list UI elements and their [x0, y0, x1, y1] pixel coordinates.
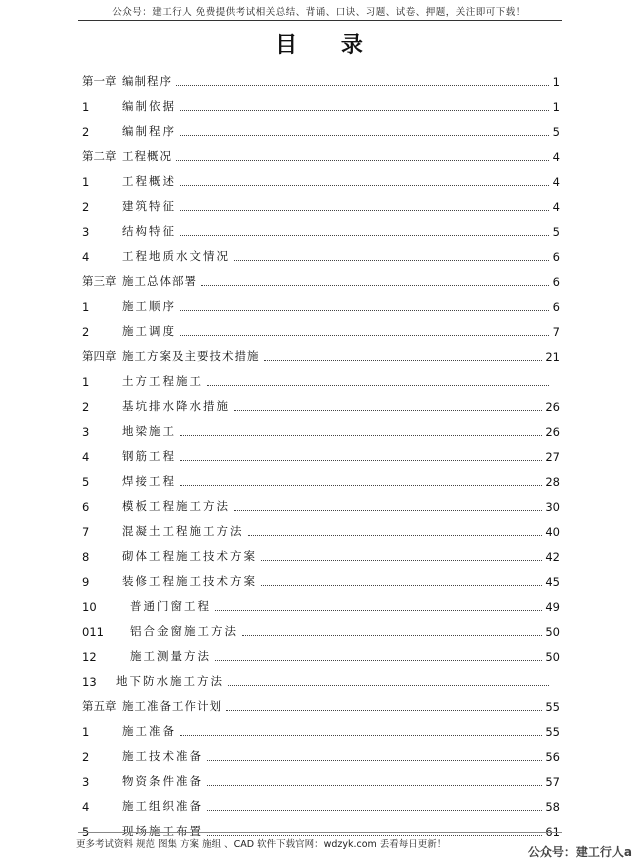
toc-dot-leader: [264, 360, 543, 361]
toc-page-number: 27: [545, 450, 560, 464]
toc-page-number: 4: [552, 150, 560, 164]
toc-item-row[interactable]: [82, 464, 560, 489]
toc-dot-leader: [226, 710, 542, 711]
toc-chapter-row[interactable]: [82, 64, 560, 89]
toc-page-number: 26: [545, 400, 560, 414]
toc-page-number: 4: [552, 200, 560, 214]
toc-dot-leader: [180, 235, 549, 236]
toc-dot-leader: [180, 185, 549, 186]
toc-page-number: 6: [552, 275, 560, 289]
toc-number: 2: [82, 400, 90, 414]
toc-item-row[interactable]: [82, 364, 560, 389]
toc-page-number: 4: [552, 175, 560, 189]
toc-chapter-row[interactable]: [82, 139, 560, 164]
toc-label: 施工总体部署: [122, 274, 197, 288]
toc-number: 1: [82, 300, 90, 314]
toc-item-row[interactable]: [82, 589, 560, 614]
toc-dot-leader: [234, 260, 549, 261]
page-header: 公众号：建工行人 免费提供考试相关总结、背诵、口诀、习题、试卷、押题，关注即可下载！: [112, 7, 526, 18]
toc-dot-leader: [201, 285, 549, 286]
toc-dot-leader: [207, 385, 549, 386]
toc-dot-leader: [234, 510, 542, 511]
toc-item-row[interactable]: [82, 314, 560, 339]
toc-chapter-row[interactable]: [82, 689, 560, 714]
toc-number: 7: [82, 525, 90, 539]
toc-label: 施工技术准备: [122, 749, 203, 763]
toc-page-number: 55: [545, 725, 560, 739]
toc-page-number: 5: [552, 225, 560, 239]
toc-label: 砌体工程施工技术方案: [122, 549, 257, 563]
toc-page-number: 6: [552, 300, 560, 314]
toc-label: 工程概况: [122, 149, 172, 163]
toc-number: 第五章: [82, 699, 117, 713]
toc-item-row[interactable]: [82, 764, 560, 789]
toc-label: 土方工程施工: [122, 374, 203, 388]
toc-item-row[interactable]: [82, 389, 560, 414]
toc-label: 编制程序: [122, 74, 172, 88]
toc-dot-leader: [248, 535, 543, 536]
toc-page-number: 6: [552, 250, 560, 264]
toc-number: 第三章: [82, 274, 117, 288]
toc-item-row[interactable]: [82, 89, 560, 114]
toc-item-row[interactable]: [82, 489, 560, 514]
toc-number: 第一章: [82, 74, 117, 88]
toc-item-row[interactable]: [82, 639, 560, 664]
toc-label: 钢筋工程: [122, 449, 176, 463]
toc-item-row[interactable]: [82, 289, 560, 314]
toc-label: 施工调度: [122, 324, 176, 338]
header-divider: [78, 20, 562, 21]
toc-item-row[interactable]: [82, 739, 560, 764]
toc-number: 3: [82, 425, 90, 439]
toc-number: 6: [82, 500, 90, 514]
toc-page-number: 40: [545, 525, 560, 539]
toc-label: 编制依据: [122, 99, 176, 113]
toc-dot-leader: [261, 585, 542, 586]
table-of-contents: [82, 64, 560, 839]
toc-label: 物资条件准备: [122, 774, 203, 788]
toc-label: 施工准备工作计划: [122, 699, 222, 713]
toc-dot-leader: [180, 735, 542, 736]
toc-dot-leader: [176, 160, 549, 161]
toc-item-row[interactable]: [82, 164, 560, 189]
toc-dot-leader: [215, 660, 542, 661]
toc-number: 12: [82, 650, 97, 664]
page-title: 目 录: [275, 32, 381, 58]
toc-page-number: 50: [545, 650, 560, 664]
toc-label: 焊接工程: [122, 474, 176, 488]
toc-label: 施工方案及主要技术措施: [122, 349, 260, 363]
toc-label: 基坑排水降水措施: [122, 399, 230, 413]
toc-page-number: 49: [545, 600, 560, 614]
toc-label: 施工测量方法: [130, 649, 211, 663]
toc-number: 13: [82, 675, 97, 689]
toc-label: 施工准备: [122, 724, 176, 738]
toc-number: 1: [82, 175, 90, 189]
toc-page-number: 7: [552, 325, 560, 339]
toc-dot-leader: [176, 85, 549, 86]
toc-label: 混凝土工程施工方法: [122, 524, 244, 538]
toc-number: 8: [82, 550, 90, 564]
toc-dot-leader: [180, 135, 549, 136]
toc-dot-leader: [215, 610, 542, 611]
toc-page-number: 57: [545, 775, 560, 789]
toc-dot-leader: [180, 435, 542, 436]
toc-number: 3: [82, 775, 90, 789]
toc-number: 2: [82, 200, 90, 214]
toc-number: 1: [82, 100, 90, 114]
toc-dot-leader: [261, 560, 542, 561]
toc-item-row[interactable]: [82, 214, 560, 239]
toc-number: 5: [82, 825, 90, 839]
footer-divider: [78, 832, 562, 833]
toc-label: 建筑特征: [122, 199, 176, 213]
toc-item-row[interactable]: [82, 414, 560, 439]
toc-dot-leader: [228, 685, 549, 686]
toc-label: 装修工程施工技术方案: [122, 574, 257, 588]
toc-item-row[interactable]: [82, 114, 560, 139]
toc-page-number: 1: [552, 75, 560, 89]
toc-page-number: 42: [545, 550, 560, 564]
toc-page-number: 56: [545, 750, 560, 764]
toc-item-row[interactable]: [82, 664, 560, 689]
toc-number: 第四章: [82, 349, 117, 363]
toc-dot-leader: [207, 785, 542, 786]
toc-page-number: 21: [545, 350, 560, 364]
toc-number: 9: [82, 575, 90, 589]
toc-number: 1: [82, 375, 90, 389]
toc-item-row[interactable]: [82, 239, 560, 264]
toc-label: 地下防水施工方法: [116, 674, 224, 688]
toc-item-row[interactable]: [82, 514, 560, 539]
toc-dot-leader: [242, 635, 542, 636]
toc-dot-leader: [180, 110, 549, 111]
toc-number: 10: [82, 600, 97, 614]
toc-page-number: 50: [545, 625, 560, 639]
toc-number: 3: [82, 225, 90, 239]
toc-label: 模板工程施工方法: [122, 499, 230, 513]
toc-item-row[interactable]: [82, 714, 560, 739]
toc-dot-leader: [180, 485, 542, 486]
toc-item-row[interactable]: [82, 539, 560, 564]
toc-label: 现场施工布置: [122, 824, 203, 838]
toc-label: 编制程序: [122, 124, 176, 138]
toc-item-row[interactable]: [82, 789, 560, 814]
toc-page-number: 1: [552, 100, 560, 114]
watermark: 公众号：建工行人a: [527, 845, 632, 859]
toc-number: 第二章: [82, 149, 117, 163]
toc-page-number: 26: [545, 425, 560, 439]
toc-page-number: 45: [545, 575, 560, 589]
toc-dot-leader: [207, 810, 542, 811]
toc-number: 2: [82, 750, 90, 764]
toc-dot-leader: [207, 760, 542, 761]
toc-number: 4: [82, 800, 90, 814]
toc-label: 普通门窗工程: [130, 599, 211, 613]
toc-label: 施工组织准备: [122, 799, 203, 813]
toc-page-number: 5: [552, 125, 560, 139]
toc-dot-leader: [234, 410, 542, 411]
toc-number: 2: [82, 125, 90, 139]
toc-dot-leader: [180, 335, 549, 336]
toc-item-row[interactable]: [82, 439, 560, 464]
toc-label: 工程概述: [122, 174, 176, 188]
toc-dot-leader: [180, 460, 542, 461]
toc-chapter-row[interactable]: [82, 264, 560, 289]
page-footer: 更多考试资料 规范 图集 方案 施组 、CAD 软件下载官网：wdzyk.com 丢看每日更新！: [76, 839, 447, 850]
toc-page-number: 28: [545, 475, 560, 489]
toc-label: 结构特征: [122, 224, 176, 238]
toc-label: 铝合金窗施工方法: [130, 624, 238, 638]
toc-page-number: 58: [545, 800, 560, 814]
toc-number: 2: [82, 325, 90, 339]
toc-item-row[interactable]: [82, 614, 560, 639]
toc-label: 地梁施工: [122, 424, 176, 438]
toc-number: 011: [82, 625, 104, 639]
toc-item-row[interactable]: [82, 189, 560, 214]
toc-item-row[interactable]: [82, 564, 560, 589]
toc-label: 工程地质水文情况: [122, 249, 230, 263]
toc-number: 4: [82, 450, 90, 464]
toc-page-number: 55: [545, 700, 560, 714]
toc-dot-leader: [180, 310, 549, 311]
toc-chapter-row[interactable]: [82, 339, 560, 364]
toc-label: 施工顺序: [122, 299, 176, 313]
toc-number: 5: [82, 475, 90, 489]
toc-page-number: 61: [545, 825, 560, 839]
toc-number: 4: [82, 250, 90, 264]
toc-page-number: 30: [545, 500, 560, 514]
toc-dot-leader: [180, 210, 549, 211]
toc-number: 1: [82, 725, 90, 739]
